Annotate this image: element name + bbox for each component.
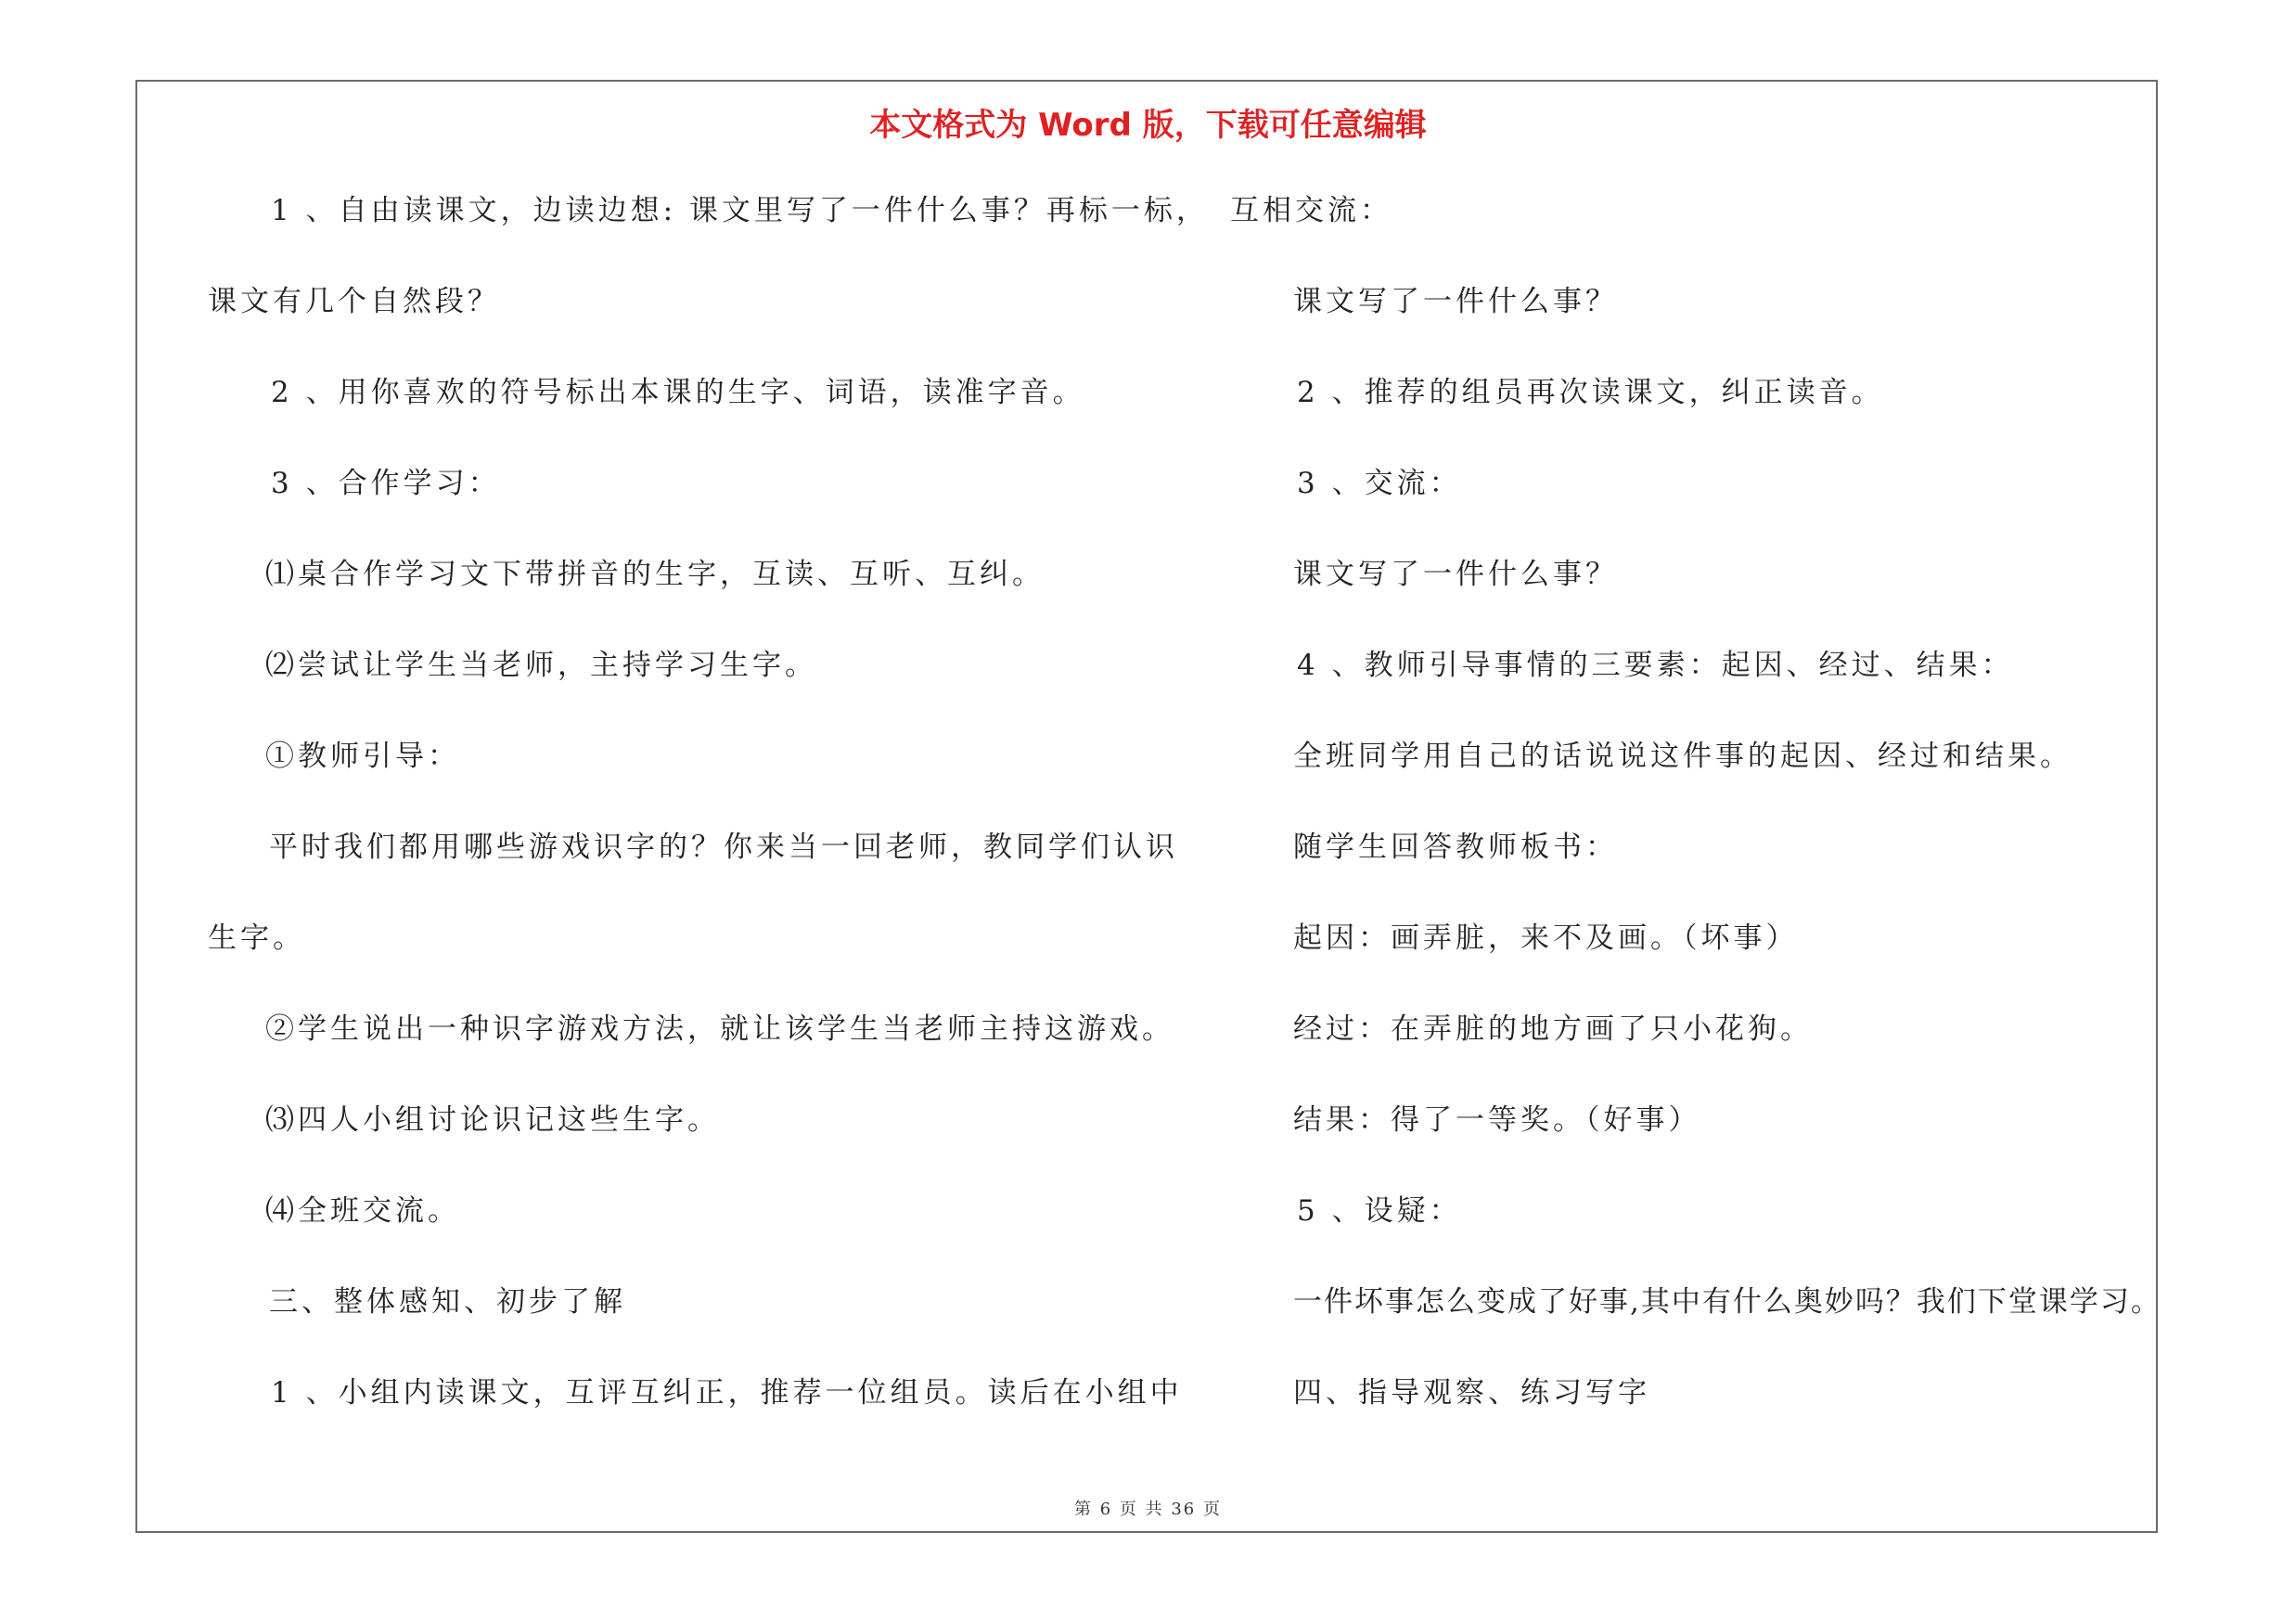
right-line-14: 四、指导观察、练习写字: [1293, 1376, 1650, 1410]
document-header-title: 本文格式为 Word 版，下载可任意编辑: [869, 107, 1427, 144]
right-line-5: 课文写了一件什么事？: [1293, 558, 1618, 591]
right-line-6: 4 、教师引导事情的三要素：起因、经过、结果：: [1297, 649, 2014, 682]
left-line-3: 2 、用你喜欢的符号标出本课的生字、词语，读准字音。: [271, 376, 1085, 409]
right-line-8: 随学生回答教师板书：: [1293, 831, 1618, 864]
right-line-10: 经过：在弄脏的地方画了只小花狗。: [1293, 1012, 1813, 1046]
left-line-12: ⑷全班交流。: [265, 1194, 460, 1228]
right-line-9: 起因：画弄脏，来不及画。（坏事）: [1293, 921, 1799, 955]
right-line-2: 课文写了一件什么事？: [1293, 285, 1618, 318]
left-line-7: ①教师引导：: [265, 740, 460, 773]
left-line-5: ⑴桌合作学习文下带拼音的生字，互读、互听、互纠。: [265, 558, 1045, 591]
left-line-9: 生字。: [208, 921, 305, 955]
left-line-11: ⑶四人小组讨论识记这些生字。: [265, 1103, 720, 1137]
left-line-13: 三、整体感知、初步了解: [269, 1285, 626, 1319]
left-line-4: 3 、合作学习：: [271, 467, 501, 500]
right-line-7: 全班同学用自己的话说说这件事的起因、经过和结果。: [1293, 740, 2072, 773]
left-line-1: 1 、自由读课文，边读边想: 课文里写了一件什么事？再标一标，: [271, 194, 1209, 227]
right-line-4: 3 、交流：: [1297, 467, 1462, 500]
right-line-11: 结果：得了一等奖。（好事）: [1293, 1103, 1701, 1137]
left-line-2: 课文有几个自然段？: [208, 285, 500, 318]
right-line-12: 5 、设疑：: [1297, 1194, 1462, 1228]
right-line-1: 互相交流：: [1230, 194, 1392, 227]
right-line-3: 2 、推荐的组员再次读课文，纠正读音。: [1297, 376, 1884, 409]
left-line-6: ⑵尝试让学生当老师，主持学习生字。: [265, 649, 817, 682]
left-line-8: 平时我们都用哪些游戏识字的？你来当一回老师，教同学们认识: [269, 831, 1178, 864]
left-line-10: ②学生说出一种识字游戏方法，就让该学生当老师主持这游戏。: [265, 1012, 1174, 1046]
page-number-footer: 第 6 页 共 36 页: [1074, 1500, 1222, 1519]
left-line-14: 1 、小组内读课文，互评互纠正，推荐一位组员。读后在小组中: [271, 1376, 1183, 1410]
right-line-13: 一件坏事怎么变成了好事,其中有什么奥妙吗？我们下堂课学习。: [1293, 1285, 2161, 1319]
